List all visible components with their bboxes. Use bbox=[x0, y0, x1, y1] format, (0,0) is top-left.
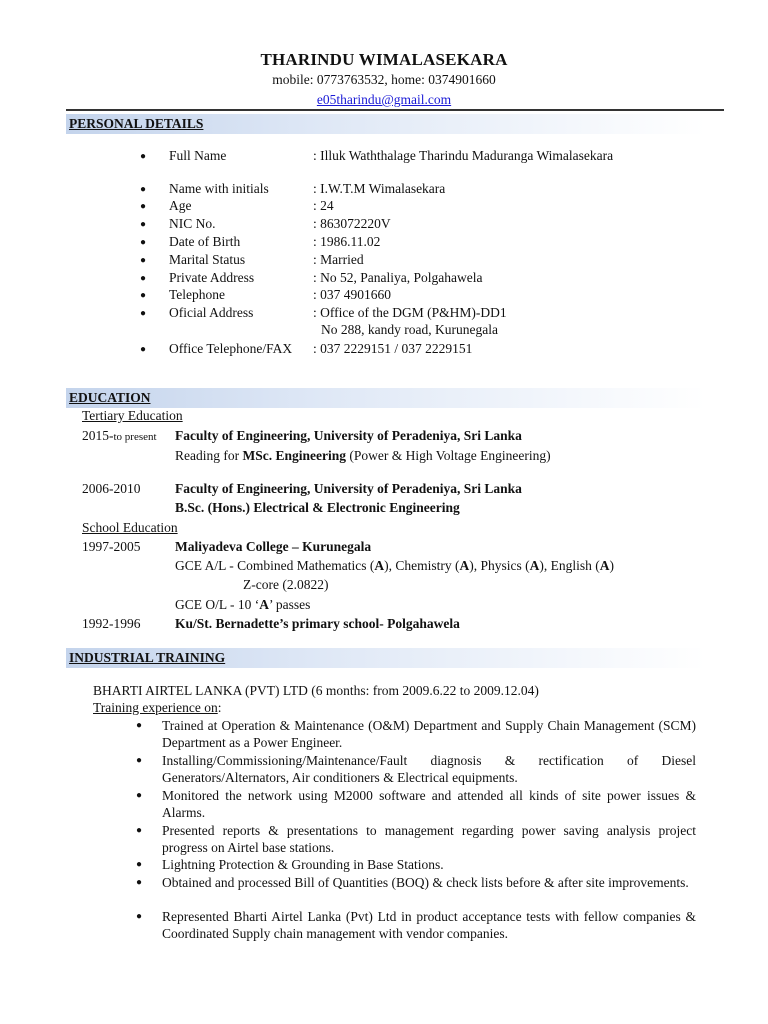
bullet-icon: ● bbox=[136, 720, 143, 731]
industrial-training-heading: INDUSTRIAL TRAINING bbox=[66, 648, 706, 668]
institution-name: Faculty of Engineering, University of Peradeniya, Sri Lanka bbox=[175, 481, 522, 496]
al-results: GCE A/L - Combined Mathematics (A), Chemistry (A), Physics (A), English (A) bbox=[175, 558, 614, 573]
training-item: Trained at Operation & Maintenance (O&M) Department and Supply Chain Management (SCM) Department as a Power Engineer. bbox=[162, 718, 696, 750]
school-education-label: School Education bbox=[82, 520, 178, 535]
bullet-icon: ● bbox=[136, 825, 143, 836]
bullet-icon: ● bbox=[140, 290, 147, 301]
bullet-icon: ● bbox=[140, 219, 147, 230]
contact-line: mobile: 0773763532, home: 0374901660 bbox=[272, 72, 496, 87]
header-divider bbox=[66, 109, 724, 111]
training-company: BHARTI AIRTEL LANKA (PVT) LTD (6 months: from 2009.6.22 to 2009.12.04) bbox=[93, 683, 539, 698]
education-year: 2006-2010 bbox=[82, 481, 141, 496]
tertiary-education-label: Tertiary Education bbox=[82, 408, 183, 423]
bullet-icon: ● bbox=[140, 273, 147, 284]
ol-results: GCE O/L - 10 ‘A’ passes bbox=[175, 597, 311, 612]
bullet-icon: ● bbox=[136, 877, 143, 888]
bullet-icon: ● bbox=[136, 911, 143, 922]
institution-name: Faculty of Engineering, University of Peradeniya, Sri Lanka bbox=[175, 428, 522, 443]
bullet-icon: ● bbox=[140, 344, 147, 355]
bullet-icon: ● bbox=[140, 255, 147, 266]
bullet-icon: ● bbox=[140, 184, 147, 195]
degree-line: Reading for MSc. Engineering (Power & High Voltage Engineering) bbox=[175, 448, 551, 463]
training-item: Lightning Protection & Grounding in Base Stations. bbox=[162, 857, 444, 872]
institution-name: Maliyadeva College – Kurunegala bbox=[175, 539, 372, 554]
training-item: Installing/Commissioning/Maintenance/Fault diagnosis & rectification of Diesel Generators/Alternators, Air conditioners & Electrical equipments. bbox=[162, 753, 696, 785]
training-item: Obtained and processed Bill of Quantities (BOQ) & check lists before & after site improvements. bbox=[162, 875, 689, 890]
degree-line: B.Sc. (Hons.) Electrical & Electronic Engineering bbox=[175, 500, 460, 515]
bullet-icon: ● bbox=[140, 308, 147, 319]
education-year: 1997-2005 bbox=[82, 539, 141, 554]
education-year: 2015-to present bbox=[82, 428, 157, 443]
training-item: Presented reports & presentations to management regarding power saving analysis project progress on Airtel base stations. bbox=[162, 823, 696, 855]
education-heading: EDUCATION bbox=[66, 388, 706, 408]
z-score: Z-core (2.0822) bbox=[243, 577, 329, 592]
bullet-icon: ● bbox=[136, 755, 143, 766]
bullet-icon: ● bbox=[140, 237, 147, 248]
training-item: Represented Bharti Airtel Lanka (Pvt) Ltd in product acceptance tests with fellow companies & Coordinated Supply chain management with vendor companies. bbox=[162, 909, 696, 941]
institution-name: Ku/St. Bernadette’s primary school- Polgahawela bbox=[175, 616, 460, 631]
education-year: 1992-1996 bbox=[82, 616, 141, 631]
personal-details-heading: PERSONAL DETAILS bbox=[66, 114, 706, 134]
email-link[interactable]: e05tharindu@gmail.com bbox=[316, 92, 452, 107]
bullet-icon: ● bbox=[136, 859, 143, 870]
bullet-icon: ● bbox=[136, 790, 143, 801]
bullet-icon: ● bbox=[140, 201, 147, 212]
training-experience-label: Training experience on: bbox=[93, 700, 222, 715]
training-item: Monitored the network using M2000 software and attended all kinds of site power issues & Alarms. bbox=[162, 788, 696, 820]
candidate-name: THARINDU WIMALASEKARA bbox=[260, 50, 508, 69]
bullet-icon: ● bbox=[140, 151, 147, 162]
